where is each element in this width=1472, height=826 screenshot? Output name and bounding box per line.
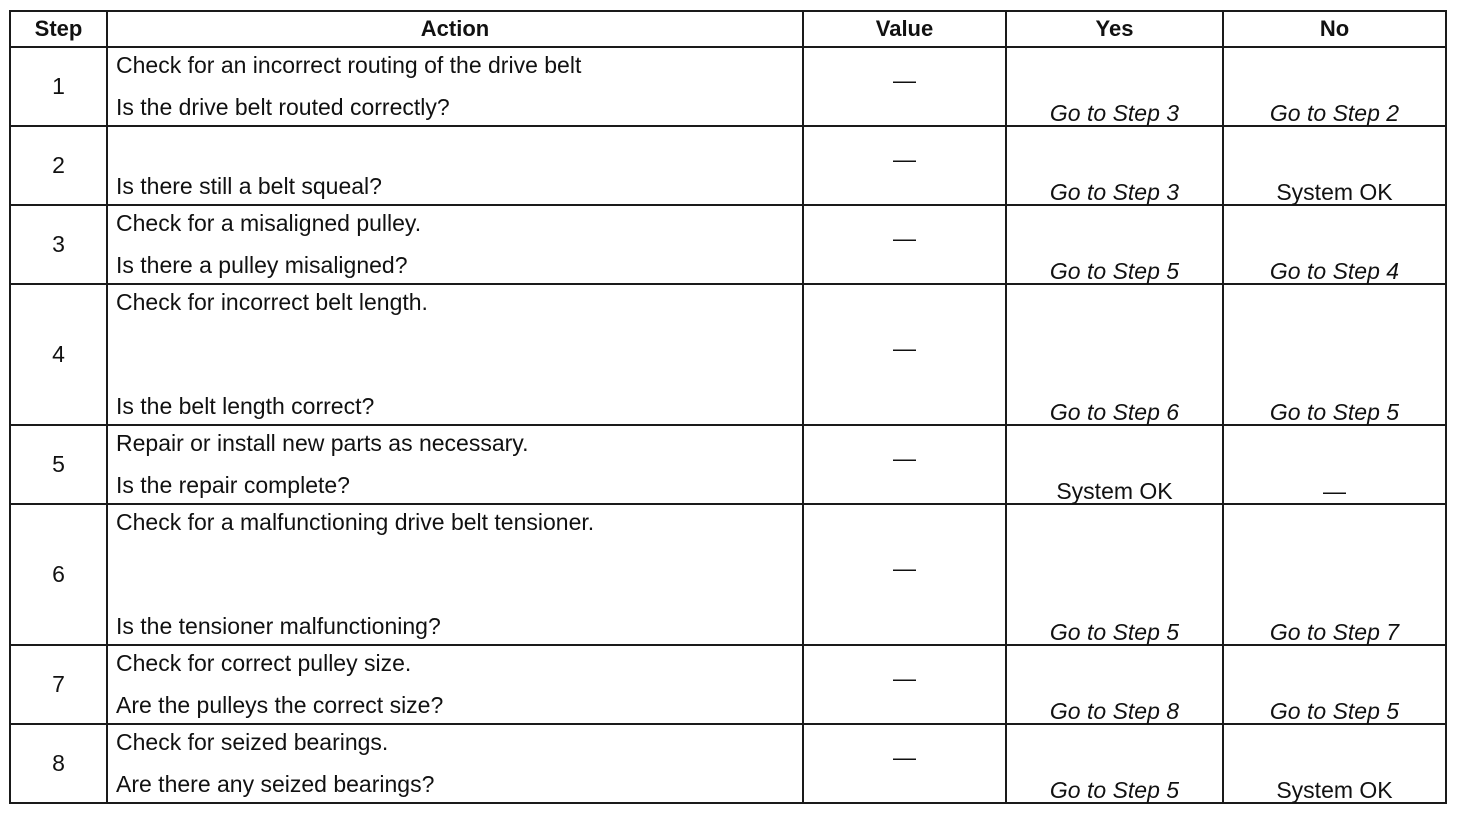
value-cell: [803, 47, 1006, 126]
yes-cell: System OK: [1006, 425, 1223, 504]
diagnostic-table-container: [9, 10, 1447, 804]
value-text: —: [893, 744, 916, 770]
action-cell: [107, 504, 803, 645]
action-check: Check for seized bearings.: [116, 729, 389, 755]
step-number: 4: [10, 284, 107, 425]
action-question: Is the belt length correct?: [116, 393, 375, 419]
action-question: Is there still a belt squeal?: [116, 173, 382, 199]
action-cell: [107, 47, 803, 126]
no-cell: Go to Step 5: [1223, 645, 1446, 724]
yes-cell: Go to Step 5: [1006, 724, 1223, 803]
value-text: —: [893, 665, 916, 691]
step-number: 1: [10, 47, 107, 126]
yes-cell: Go to Step 5: [1006, 205, 1223, 284]
value-cell: [803, 504, 1006, 645]
action-cell: [107, 425, 803, 504]
table-row: [10, 126, 1446, 205]
table-row: [10, 205, 1446, 284]
value-cell: [803, 425, 1006, 504]
no-cell: Go to Step 4: [1223, 205, 1446, 284]
action-check: Repair or install new parts as necessary.: [116, 430, 529, 456]
no-cell: —: [1223, 425, 1446, 504]
action-question: Is the drive belt routed correctly?: [116, 94, 450, 120]
no-cell: Go to Step 5: [1223, 284, 1446, 425]
action-cell: [107, 284, 803, 425]
value-text: —: [893, 67, 916, 93]
action-question: Is the tensioner malfunctioning?: [116, 613, 441, 639]
value-cell: [803, 126, 1006, 205]
value-cell: [803, 284, 1006, 425]
no-cell: System OK: [1223, 126, 1446, 205]
value-text: —: [893, 445, 916, 471]
step-number: 5: [10, 425, 107, 504]
no-cell: Go to Step 7: [1223, 504, 1446, 645]
value-cell: [803, 205, 1006, 284]
value-text: —: [893, 335, 916, 361]
step-number: 8: [10, 724, 107, 803]
action-question: Are the pulleys the correct size?: [116, 692, 444, 718]
yes-cell: Go to Step 6: [1006, 284, 1223, 425]
header-yes: Yes: [1006, 11, 1223, 47]
header-no: No: [1223, 11, 1446, 47]
value-text: —: [893, 225, 916, 251]
yes-cell: Go to Step 8: [1006, 645, 1223, 724]
action-check: Check for correct pulley size.: [116, 650, 412, 676]
yes-cell: Go to Step 5: [1006, 504, 1223, 645]
action-cell: [107, 126, 803, 205]
table-row: [10, 284, 1446, 425]
action-cell: [107, 645, 803, 724]
value-text: —: [893, 146, 916, 172]
yes-cell: Go to Step 3: [1006, 47, 1223, 126]
table-row: [10, 425, 1446, 504]
step-number: 6: [10, 504, 107, 645]
action-check: Check for an incorrect routing of the drive belt: [116, 52, 582, 78]
header-step: Step: [10, 11, 107, 47]
action-cell: [107, 205, 803, 284]
table-row: [10, 47, 1446, 126]
diagnostic-table: [9, 10, 1447, 804]
table-row: [10, 504, 1446, 645]
header-action: Action: [107, 11, 803, 47]
step-number: 7: [10, 645, 107, 724]
table-header-row: [10, 11, 1446, 47]
no-cell: Go to Step 2: [1223, 47, 1446, 126]
yes-cell: Go to Step 3: [1006, 126, 1223, 205]
action-check: Check for a misaligned pulley.: [116, 210, 422, 236]
value-text: —: [893, 555, 916, 581]
action-question: Are there any seized bearings?: [116, 771, 435, 797]
step-number: 3: [10, 205, 107, 284]
action-question: Is there a pulley misaligned?: [116, 252, 408, 278]
action-cell: [107, 724, 803, 803]
table-row: [10, 645, 1446, 724]
action-check: Check for a malfunctioning drive belt tensioner.: [116, 509, 595, 535]
no-cell: System OK: [1223, 724, 1446, 803]
action-question: Is the repair complete?: [116, 472, 350, 498]
step-number: 2: [10, 126, 107, 205]
table-row: [10, 724, 1446, 803]
value-cell: [803, 645, 1006, 724]
action-check: Check for incorrect belt length.: [116, 289, 428, 315]
header-value: Value: [803, 11, 1006, 47]
value-cell: [803, 724, 1006, 803]
